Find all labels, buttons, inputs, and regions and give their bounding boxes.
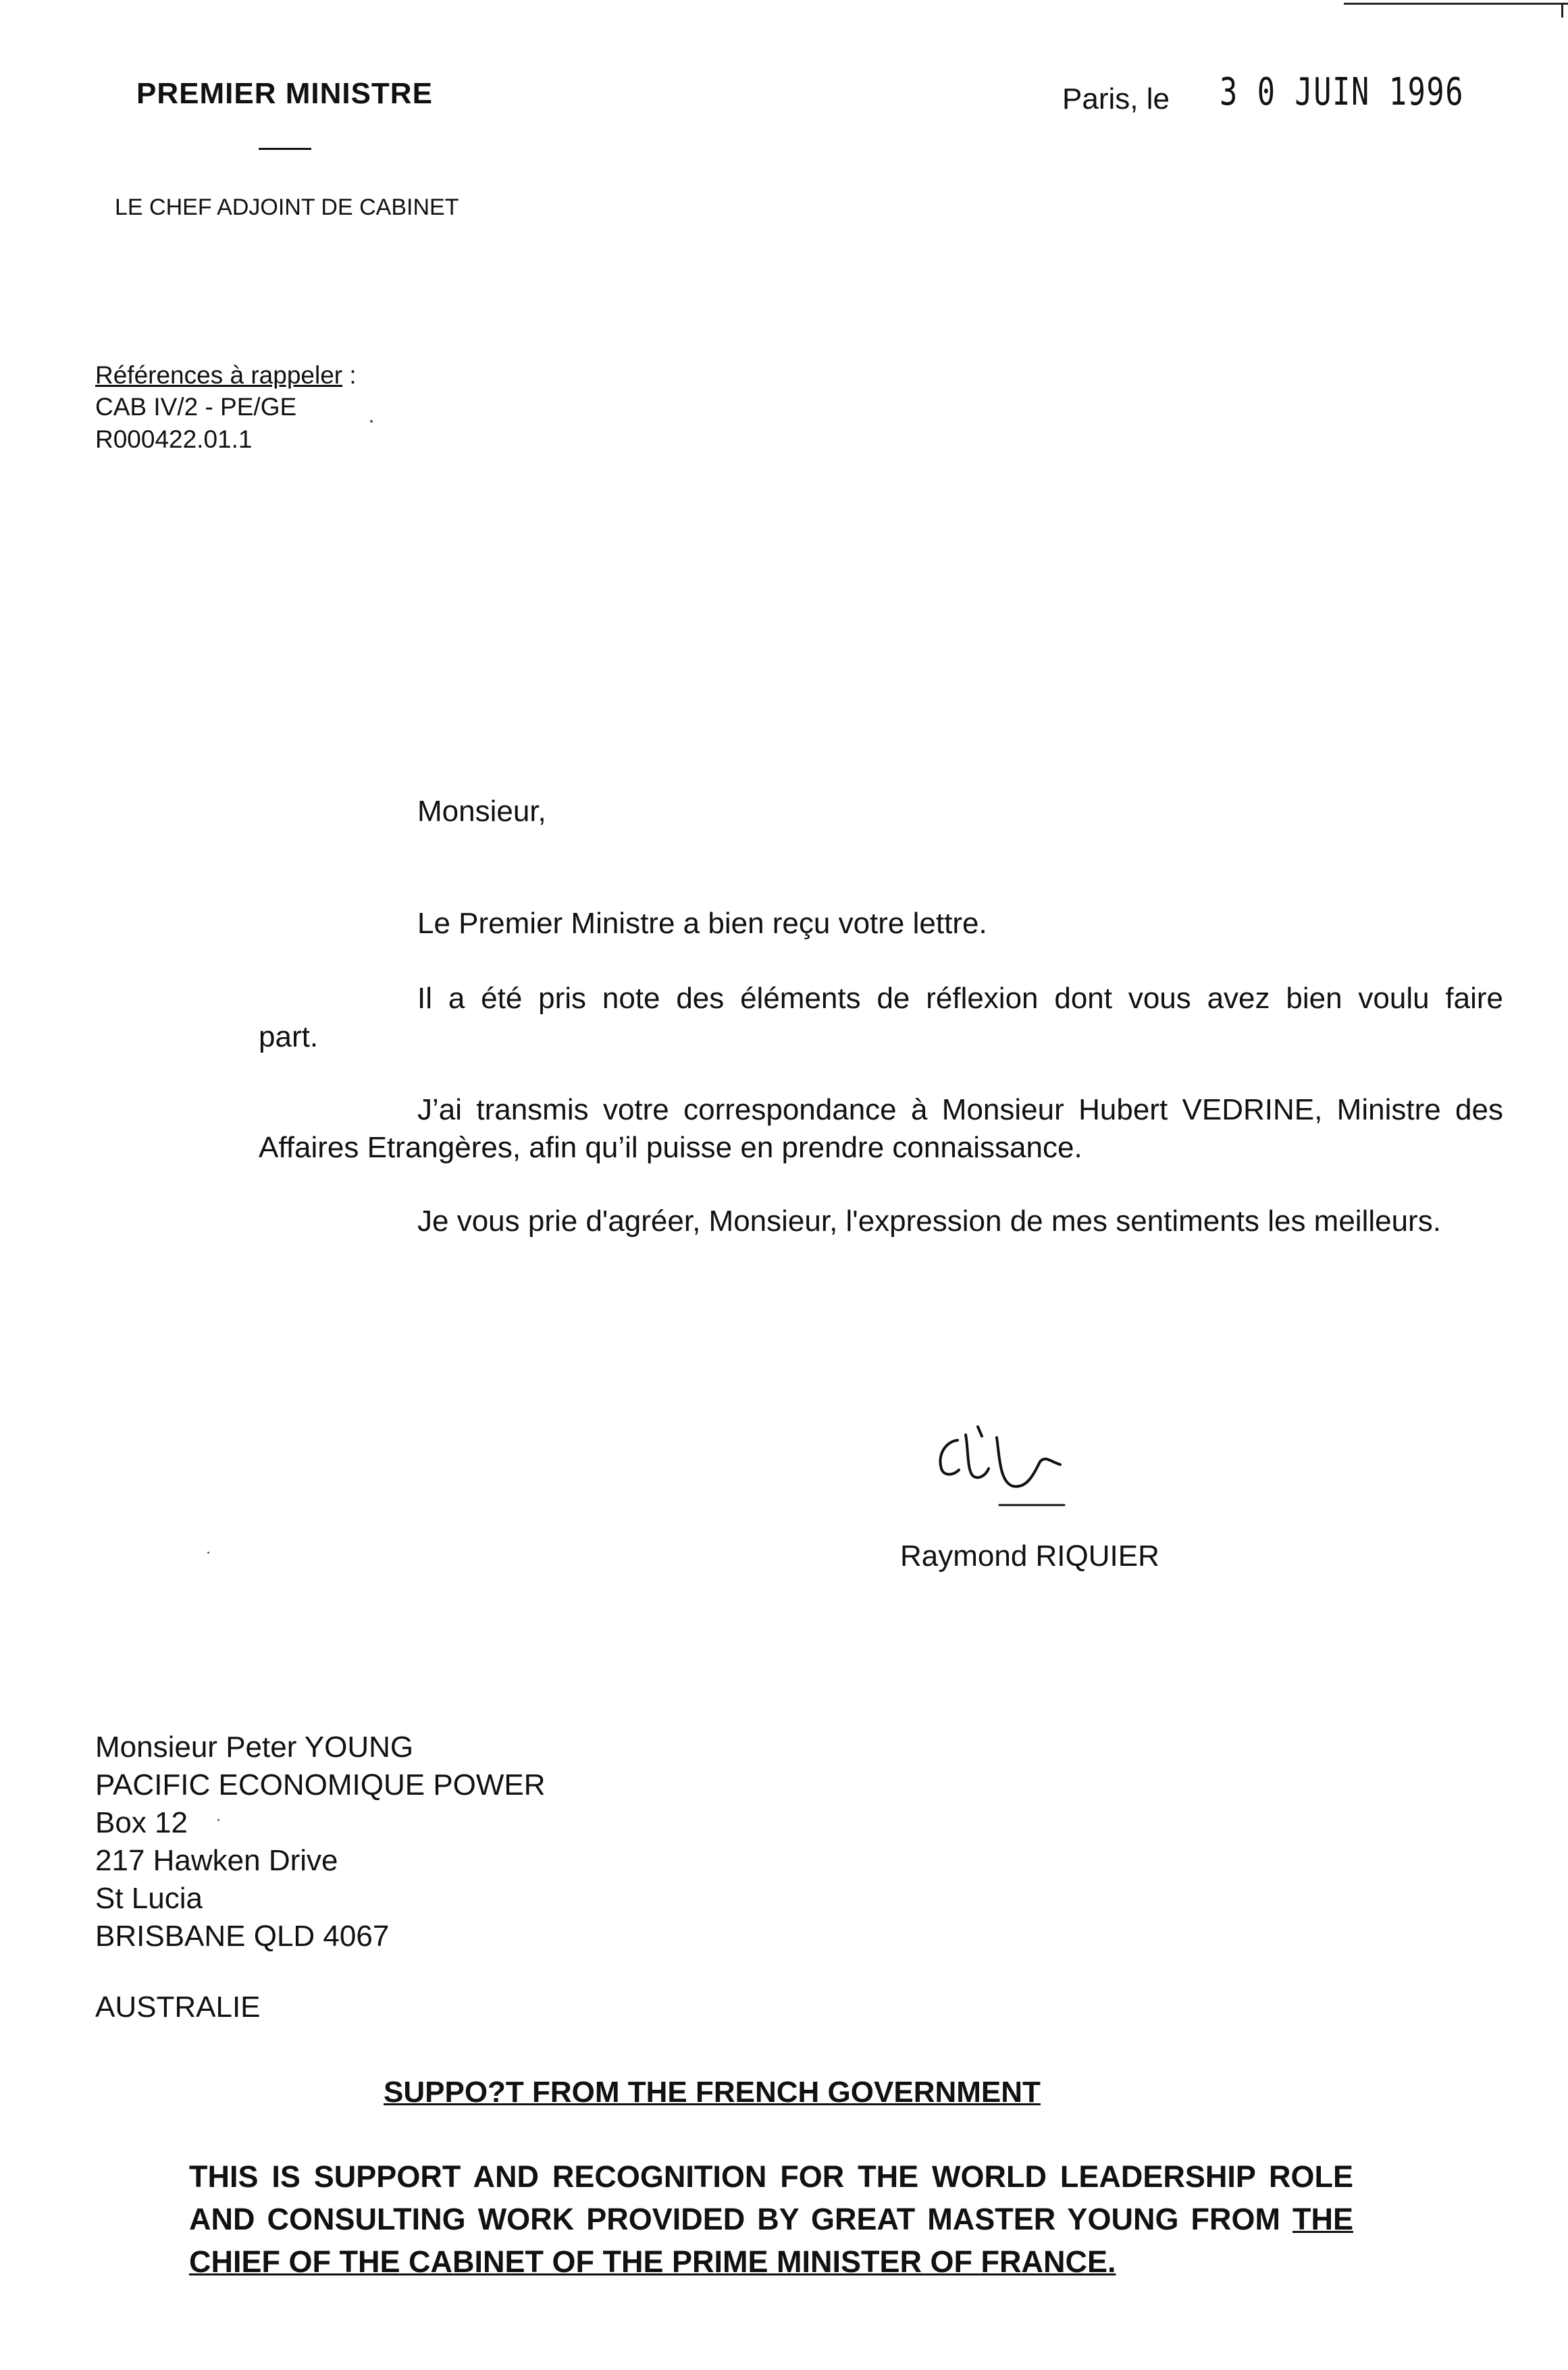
letterhead-divider: [259, 148, 311, 150]
address-line: BRISBANE QLD 4067: [95, 1920, 390, 1953]
scan-edge-corner: [1561, 3, 1563, 18]
salutation: Monsieur,: [417, 795, 546, 828]
recipient-address: [95, 1729, 546, 1955]
handwritten-signature: [932, 1415, 1121, 1516]
paragraph-4: Je vous prie d'agréer, Monsieur, l'expression de mes sentiments les meilleurs.: [417, 1205, 1441, 1238]
references-label-colon: :: [342, 361, 357, 389]
paragraph-2-line-1: Il a été pris note des éléments de réflexion dont vous avez bien voulu faire: [417, 982, 1503, 1015]
annotation-body-underlined: THE CHIEF OF THE CABINET OF THE PRIME MINISTER OF FRANCE.: [189, 2202, 1353, 2279]
scan-edge-line: [1344, 3, 1568, 5]
place-label: Paris, le: [1062, 82, 1170, 115]
letterhead-office: PREMIER MINISTRE: [136, 77, 433, 110]
reference-line-2: R000422.01.1: [95, 425, 253, 453]
address-line: PACIFIC ECONOMIQUE POWER: [95, 1768, 546, 1801]
annotation-body: [189, 2155, 1353, 2283]
letterhead-department: LE CHEF ADJOINT DE CABINET: [115, 194, 459, 220]
references-label-text: Références à rappeler: [95, 361, 343, 389]
signer-name: Raymond RIQUIER: [900, 1539, 1159, 1573]
annotation-title: SUPPO?T FROM THE FRENCH GOVERNMENT: [384, 2076, 1041, 2109]
address-line: St Lucia: [95, 1882, 203, 1915]
address-line: 217 Hawken Drive: [95, 1844, 338, 1877]
reference-line-1: CAB IV/2 - PE/GE: [95, 393, 297, 421]
scan-speck: [207, 1552, 209, 1554]
paragraph-2-line-2: part.: [259, 1020, 319, 1053]
address-line: Monsieur Peter YOUNG: [95, 1731, 414, 1764]
paragraph-3: J’ai transmis votre correspondance à Monsieur Hubert VEDRINE, Ministre des Affaires Etrangères, afin qu’il puisse en prendre connaissance.: [259, 1093, 1503, 1164]
scan-speck: [217, 1819, 219, 1821]
scan-speck: [370, 420, 373, 423]
annotation-body-text: THIS IS SUPPORT AND RECOGNITION FOR THE WORLD LEADERSHIP ROLE AND CONSULTING WORK PROVIDED BY GREAT MASTER YOUNG FROM: [189, 2159, 1353, 2236]
address-line: Box 12: [95, 1806, 188, 1839]
date-stamp: 3 0 JUIN 1996: [1220, 70, 1465, 114]
references-label: [95, 361, 357, 390]
recipient-country: AUSTRALIE: [95, 1991, 261, 2024]
paragraph-1: Le Premier Ministre a bien reçu votre lettre.: [417, 907, 987, 940]
